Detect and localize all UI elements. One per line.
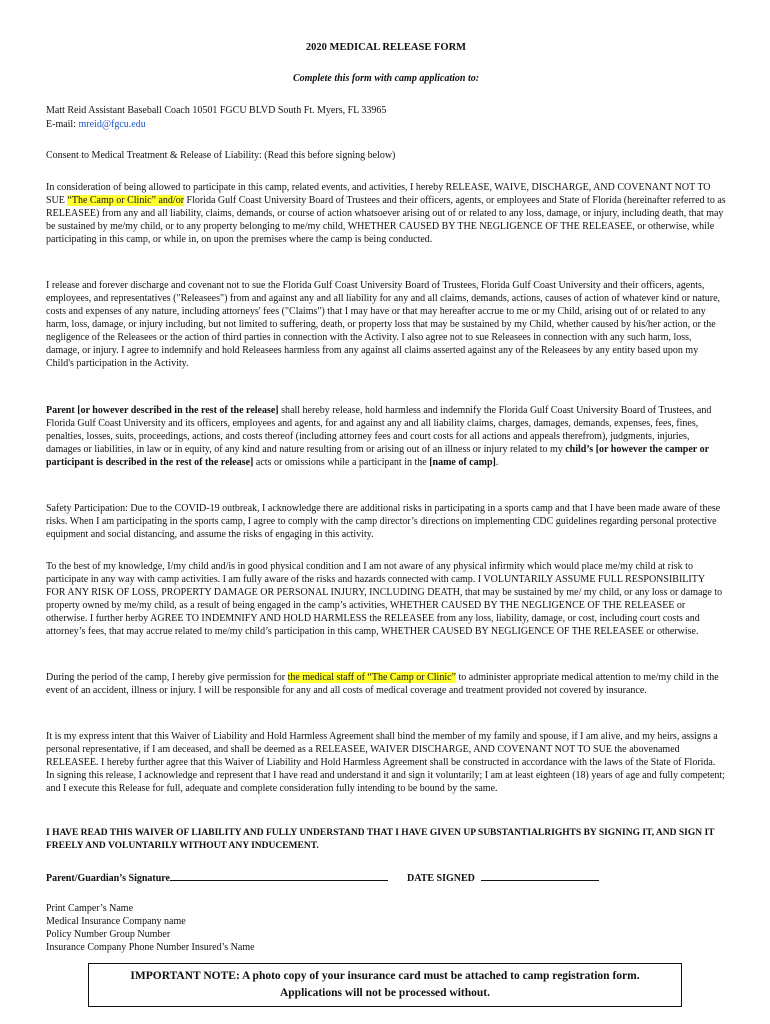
release-paragraph-1: [46, 181, 726, 246]
form-subtitle: Complete this form with camp application to:: [292, 73, 480, 84]
signature-label: Parent/Guardian’s Signature: [46, 873, 170, 884]
indemnify-paragraph: [46, 404, 726, 469]
p3-bold-parent: Parent [or however described in the rest of the release]: [46, 405, 279, 416]
release-paragraph-2: I release and forever discharge and covenant not to sue the Florida Gulf Coast University Board of Trustees, Florida Gulf Coast University and their officers, agents, employees, and representatives ("Releasees") from and against any and all liability for any and all claims, demands, actions, causes of action of whatever kind or nature, costs and expenses of any nature, including attorneys' fees ("Claims") that I may have or that may hereafter accrue to me or my Child, arising out of or related to any harm, loss, damage, or injury including, but not limited to suffering, death, or property loss that may be sustained by my Child, whether caused by his/her action, or the negligence of the Releasees or the action of third parties in connection with the Activity. I also agree not to sue Releasees in connection with any such harm, loss, damage, or injury. I agree to indemnify and hold Releasees harmless from any against all claims asserted against any of the Releasees by any entity based upon my Child's participation in the Activity.: [46, 280, 721, 369]
date-label: DATE SIGNED: [407, 873, 475, 884]
p1-highlight: “The Camp or Clinic” and/or: [67, 195, 185, 206]
field-insurance-company: Medical Insurance Company name: [46, 916, 186, 927]
field-policy-group-number: Policy Number Group Number: [46, 929, 171, 940]
medical-permission-paragraph: [46, 671, 726, 697]
p3-text-b: acts or omissions while a participant in the: [253, 457, 430, 468]
email-line: [46, 118, 726, 131]
important-note-line-1: IMPORTANT NOTE: A photo copy of your insurance card must be attached to camp registration form.: [130, 970, 640, 982]
date-line[interactable]: [481, 871, 599, 881]
p6-highlight: the medical staff of “The Camp or Clinic”: [287, 672, 456, 683]
email-link[interactable]: mreid@fgcu.edu: [78, 119, 146, 130]
field-insurance-phone-insured: Insurance Company Phone Number Insured’s Name: [46, 942, 255, 953]
important-note-line-2: Applications will not be processed without.: [279, 987, 490, 999]
p3-bold-camp: [name of camp]: [429, 457, 496, 468]
acknowledgement-paragraph: I HAVE READ THIS WAIVER OF LIABILITY AND FULLY UNDERSTAND THAT I HAVE GIVEN UP SUBSTANTIALRIGHTS BY SIGNING IT, AND SIGN IT FREELY AND VOLUNTARILY WITHOUT ANY INDUCEMENT.: [46, 828, 715, 851]
p1-text-b: Florida Gulf Coast University Board of Trustees and their officers, agents, or employees and State of Florida (hereinafter referred to as RELEASEE) from any and all liability, claims, demands, or course of action whatsoever arising out of or related to any loss, damage, or injury, including death, that may be sustained by me/my child, or to any property belonging to me/my child, WHETHER CAUSED BY THE NEGLIGENCE OF THE RELEASEE, or otherwise, while participating in this camp, or while in, on upon the premises where the camp is being conducted.: [46, 195, 726, 245]
intent-paragraph: It is my express intent that this Waiver of Liability and Hold Harmless Agreement shall bind the member of my family and spouse, if I am alive, and my heirs, assigns a personal representative, if I am deceased, and shall be deemed as a RELEASEE, WAIVER DISCHARGE, AND COVENANT NOT TO SUE the abovenamed RELEASEE. I hereby further agree that this Waiver of Liability and Hold Harmless Agreement shall be constructed in accordance with the laws of the State of Florida. In signing this release, I acknowledge and represent that I have read and understand it and sign it voluntarily; I am at least eighteen (18) years of age and fully competent; and I execute this Release for full, adequate and complete consideration fully intending to be bound by the same.: [46, 731, 725, 794]
mailing-address: Matt Reid Assistant Baseball Coach 10501 FGCU BLVD South Ft. Myers, FL 33965: [46, 105, 387, 116]
email-label: E-mail:: [46, 119, 76, 130]
consent-heading: Consent to Medical Treatment & Release of Liability: (Read this before signing below): [46, 150, 396, 161]
p3-text-c: .: [495, 457, 499, 468]
p6-text-a: During the period of the camp, I hereby give permission for: [46, 672, 288, 683]
physical-condition-paragraph: To the best of my knowledge, I/my child and/is in good physical condition and I am not aware of any physical infirmity which would place me/my child at risk to participate in any way with camp activities. I am fully aware of the risks and hazards connected with camp. I VOLUNTARILY ASSUME FULL RESPONSIBILITY FOR ANY RISK OF LOSS, PROPERTY DAMAGE OR PERSONAL INJURY, INCLUDING DEATH, that may be sustained by me/ my child, or any loss or damage to property owned by me/my child, as a result of being engaged in the camp’s activities, WHETHER CAUSED BY THE NEGLIGENCE OF THE RELEASEE or otherwise. I further herby AGREE TO INDEMNIFY AND HOLD HARMLESS the RELEASEE from any loss, liability, damage, or cost, including court costs and attorney’s fees, that may accrue related to me/my child’s participation in this camp, WHETHER CAUSED BY NEGLIGENCE OF THE RELEASEE or otherwise.: [46, 561, 723, 637]
p3-bold-child: child’s [or however the camper or participant is described in the rest of the release]: [46, 444, 709, 468]
safety-paragraph: Safety Participation: Due to the COVID-19 outbreak, I acknowledge there are additional risks in participating in a sports camp and that I have been made aware of these risks. When I am participating in the sports camp, I agree to comply with the camp director’s directions on implementing CDC guidelines regarding personal protective equipment and social distancing, and assume the risks of engaging in this activity.: [46, 503, 721, 540]
field-print-camper-name: Print Camper’s Name: [46, 903, 134, 914]
signature-row: [46, 871, 726, 885]
p1-text-a: In consideration of being allowed to participate in this camp, related events, and activities, I hereby RELEASE, WAIVE, DISCHARGE, AND COVENANT NOT TO SUE: [46, 182, 711, 206]
p6-text-b: to administer appropriate medical attention to me/my child in the event of an accident, illness or injury. I will be responsible for any and all costs of medical coverage and treatment provided not covered by insurance.: [46, 672, 719, 696]
signature-line[interactable]: [170, 871, 388, 881]
p3-text-a: shall hereby release, hold harmless and indemnify the Florida Gulf Coast University Board of Trustees, and Florida Gulf Coast University and its officers, employees and agents, for and against any and all liability claims, charges, damages, demands, expenses, fees, fines, penalties, losses, suits, proceedings, actions, and costs thereof (including attorney fees and court costs for all actions and appeals therefrom), judgments, injuries, damages or liabilities, in law or in equity, of any kind and nature resulting from or arising out of an illness or injury related to my: [46, 405, 712, 455]
important-note-box: [88, 963, 682, 1007]
form-title: 2020 MEDICAL RELEASE FORM: [305, 42, 467, 53]
